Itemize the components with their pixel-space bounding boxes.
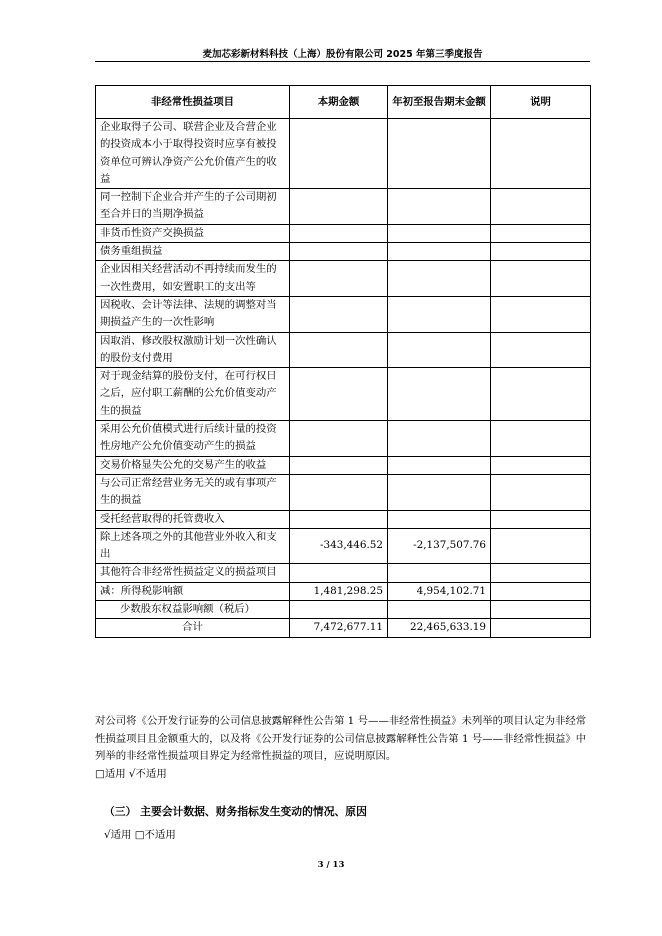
row-current [290,456,388,474]
table-row [96,582,591,600]
header-current-amount: 本期金额 [290,86,388,119]
row-note [491,510,591,528]
row-current [290,601,388,619]
row-current [290,421,388,457]
row-ytd [388,261,491,297]
row-note [491,528,591,564]
table-row [96,296,591,332]
row-current: 1,481,298.25 [290,582,388,600]
table-row [96,243,591,261]
table-row [96,224,591,242]
table-row [96,332,591,368]
explanatory-note [95,713,595,783]
row-item: 采用公允价值模式进行后续计量的投资性房地产公允价值变动产生的损益 [96,421,290,457]
row-current [290,119,388,189]
row-note [491,261,591,297]
row-ytd [388,601,491,619]
applicable-checkbox-label: □适用 [95,767,126,780]
row-current: -343,446.52 [290,528,388,564]
row-item: 交易价格显失公允的交易产生的收益 [96,456,290,474]
row-item: 企业取得子公司、联营企业及合营企业的投资成本小于取得投资时应享有被投资单位可辨认净资产公允价值产生的收益 [96,119,290,189]
row-current [290,368,388,421]
table-row [96,421,591,457]
note-paragraph: 对公司将《公开发行证券的公司信息披露解释性公告第 1 号——非经常性损益》未列举的项目认定为非经常性损益项目且金额重大的，以及将《公开发行证券的公司信息披露解释性公告第 1 号——非经常性损益》中列举的非经常性损益项目界定为经常性损益的项目，应说明原因。 [95,715,587,762]
row-item: 减：所得税影响额 [96,582,290,600]
table-row-total [96,619,591,637]
row-current [290,332,388,368]
row-current: 7,472,677.11 [290,619,388,637]
table-row [96,189,591,225]
not-applicable-checkbox-label: √不适用 [128,767,167,780]
table-row [96,474,591,510]
row-ytd: 22,465,633.19 [388,619,491,637]
row-note [491,296,591,332]
row-ytd [388,456,491,474]
table-row [96,368,591,421]
row-item: 同一控制下企业合并产生的子公司期初至合并日的当期净损益 [96,189,290,225]
row-ytd [388,421,491,457]
row-item: 债务重组损益 [96,243,290,261]
row-item: 企业因相关经营活动不再持续而发生的一次性费用，如安置职工的支出等 [96,261,290,297]
row-note [491,601,591,619]
row-item: 合计 [96,619,290,637]
non-recurring-gains-losses-table [95,85,591,638]
row-ytd [388,474,491,510]
row-item: 因税收、会计等法律、法规的调整对当期损益产生的一次性影响 [96,296,290,332]
row-current [290,474,388,510]
row-ytd [388,332,491,368]
row-ytd [388,189,491,225]
not-applicable-checkbox-label: □不适用 [134,829,176,841]
section-3-checkbox-line [104,826,176,841]
row-note [491,421,591,457]
row-current [290,224,388,242]
row-note [491,119,591,189]
table-row [96,564,591,582]
table-row [96,510,591,528]
applicable-checkbox-label: √适用 [104,829,132,841]
header-note: 说明 [491,86,591,119]
row-ytd [388,296,491,332]
report-header-title: 麦加芯彩新材料科技（上海）股份有限公司 2025 年第三季度报告 [202,49,483,60]
row-note [491,332,591,368]
row-current [290,564,388,582]
row-ytd [388,368,491,421]
header-divider [95,61,590,62]
note-checkbox-line [95,766,595,784]
row-item: 少数股东权益影响额（税后） [96,601,290,619]
row-note [491,456,591,474]
row-note [491,243,591,261]
row-current [290,296,388,332]
section-3-title: （三） 主要会计数据、财务指标发生变动的情况、原因 [104,805,367,818]
row-item: 除上述各项之外的其他营业外收入和支出 [96,528,290,564]
row-note [491,619,591,637]
table-header-row [96,86,591,119]
row-ytd [388,224,491,242]
row-ytd [388,243,491,261]
row-note [491,564,591,582]
row-item: 因取消、修改股权激励计划一次性确认的股份支付费用 [96,332,290,368]
row-note [491,368,591,421]
row-note [491,582,591,600]
row-ytd: -2,137,507.76 [388,528,491,564]
page-number: 3 / 13 [317,860,345,870]
row-item: 非货币性资产交换损益 [96,224,290,242]
row-ytd [388,119,491,189]
row-item: 与公司正常经营业务无关的或有事项产生的损益 [96,474,290,510]
table-row [96,601,591,619]
table-row [96,119,591,189]
row-item: 受托经营取得的托管费收入 [96,510,290,528]
row-ytd [388,510,491,528]
row-current [290,189,388,225]
table-row [96,528,591,564]
row-note [491,224,591,242]
row-current [290,261,388,297]
row-ytd [388,564,491,582]
row-current [290,510,388,528]
row-item: 其他符合非经常性损益定义的损益项目 [96,564,290,582]
table-row [96,456,591,474]
row-item: 对于现金结算的股份支付，在可行权日之后，应付职工薪酬的公允价值变动产生的损益 [96,368,290,421]
table-row [96,261,591,297]
header-ytd-amount: 年初至报告期末金额 [388,86,491,119]
row-note [491,189,591,225]
row-current [290,243,388,261]
row-note [491,474,591,510]
header-item: 非经常性损益项目 [96,86,290,119]
row-ytd: 4,954,102.71 [388,582,491,600]
